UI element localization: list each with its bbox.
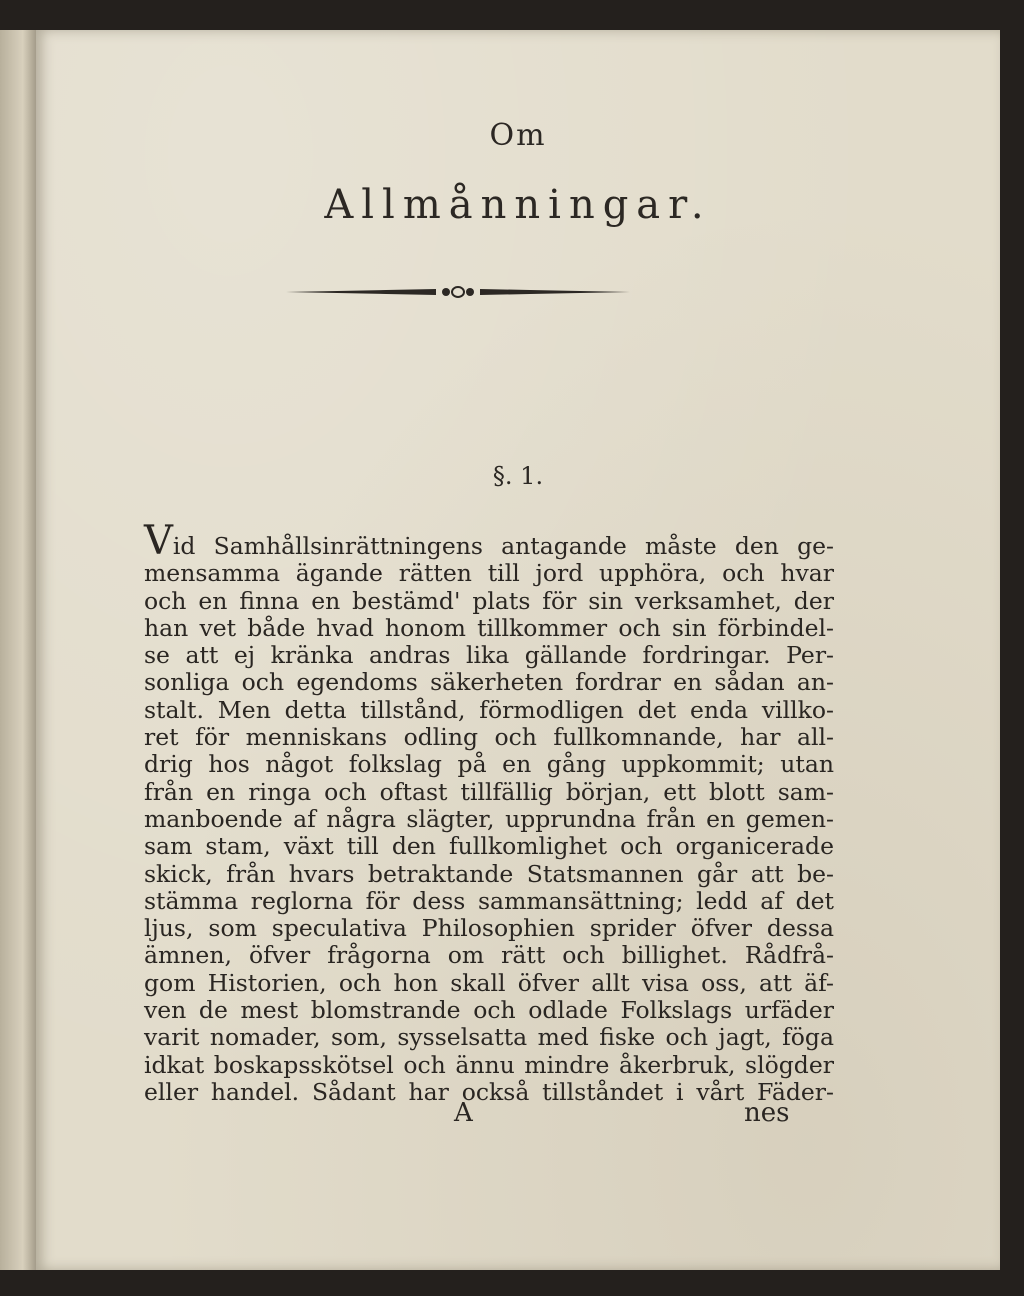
text-line: från en ringa och oftast tillfällig början, ett blott sam- <box>144 777 834 806</box>
text-line: se att ej kränka andras lika gällande fordringar. Per- <box>144 641 834 670</box>
text-line: eller handel. Sådant har också tillståndet i vårt Fäder- <box>144 1077 834 1106</box>
text-line: gom Historien, och hon skall öfver allt visa oss, att äf- <box>144 968 834 997</box>
book-page <box>36 30 1000 1270</box>
text-line: ven de mest blomstrande och odlade Folkslags urfäder <box>144 996 834 1025</box>
text-line: ljus, som speculativa Philosophien sprider öfver dessa <box>144 914 834 943</box>
previous-page-edge <box>0 30 38 1270</box>
heading-om: Om <box>489 118 547 153</box>
text-line: drig hos något folkslag på en gång uppkommit; utan <box>144 750 834 779</box>
text-line: han vet både hvad honom tillkommer och sin förbindel- <box>144 613 834 642</box>
text-line: och en finna en bestämd' plats för sin verksamhet, der <box>144 586 834 615</box>
text-line: manboende af några slägter, upprundna från en gemen- <box>144 804 834 833</box>
catchword: nes <box>744 1098 790 1128</box>
text-line: sonliga och egendoms säkerheten fordrar en sådan an- <box>144 668 834 697</box>
signature-mark: A <box>454 1098 473 1128</box>
text-line: stämma reglorna för dess sammansättning; ledd af det <box>144 886 834 915</box>
text-line: skick, från hvars betraktande Statsmannen går att be- <box>144 859 834 888</box>
dropcap: V <box>144 518 173 564</box>
text-line: sam stam, växt till den fullkomlighet och organicerade <box>144 832 834 861</box>
text-line: stalt. Men detta tillstånd, förmodligen det enda villko- <box>144 695 834 724</box>
section-number: §. 1. <box>492 462 544 490</box>
text-line: mensamma ägande rätten till jord upphöra, och hvar <box>144 559 834 588</box>
body-text <box>144 518 834 1106</box>
text-line-1: Vid Samhållsinrättningens antagande måste den ge- <box>144 518 834 564</box>
text-line: varit nomader, som, sysselsatta med fiske och jagt, föga <box>144 1023 834 1052</box>
text-line: ret för menniskans odling och fullkomnande, har all- <box>144 723 834 752</box>
ornament-rule <box>286 280 630 304</box>
text-line: idkat boskapsskötsel och ännu mindre åkerbruk, slögder <box>144 1050 834 1079</box>
page-title: Allmånningar. <box>324 182 712 228</box>
text-line: ämnen, öfver frågorna om rätt och billighet. Rådfrå- <box>144 941 834 970</box>
